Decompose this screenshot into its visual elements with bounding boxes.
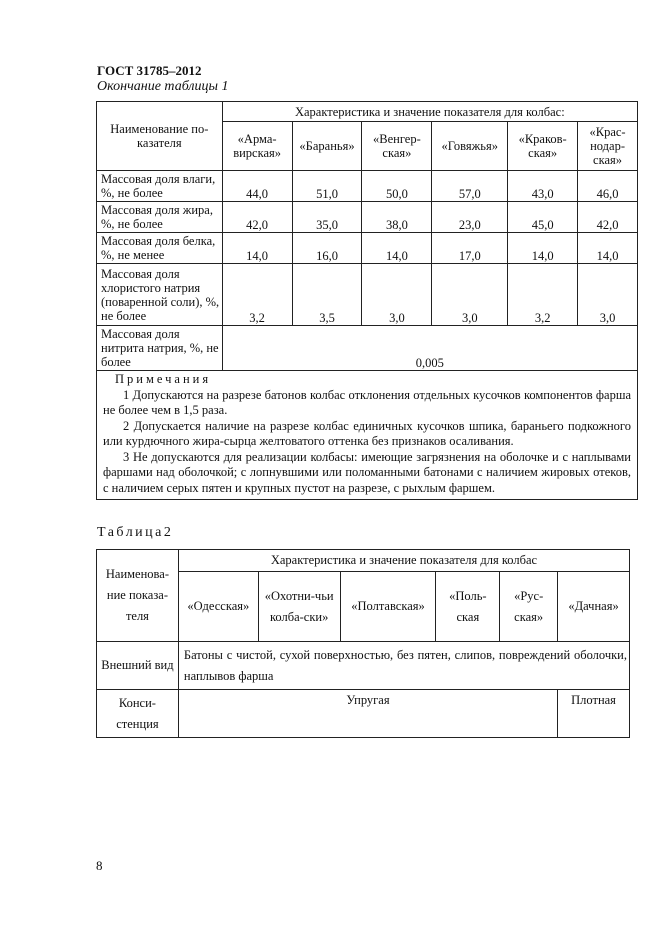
t1-cell: 44,0 xyxy=(222,171,292,202)
note-item: 2 Допускается наличие на разрезе колбас единичных кусочков шпика, бараньего подкожного или курдючного жира-сырца желтоватого оттенка без признаков осаливания. xyxy=(103,418,631,448)
t2-row-label: Конси-стенция xyxy=(97,690,179,738)
t1-cell: 51,0 xyxy=(292,171,362,202)
table-row xyxy=(97,326,638,371)
t1-product-header: «Крас-нодар-ская» xyxy=(578,122,638,171)
t2-product-header: «Полтавская» xyxy=(340,572,436,642)
t2-name-header: Наименова-ние показа-теля xyxy=(97,550,179,642)
table-row xyxy=(97,202,638,233)
table-row xyxy=(97,264,638,326)
table-row xyxy=(97,233,638,264)
t1-group-header: Характеристика и значение показателя для колбас: xyxy=(222,102,637,122)
t1-cell: 23,0 xyxy=(432,202,508,233)
t1-cell: 3,0 xyxy=(578,264,638,326)
t1-product-header: «Краков-ская» xyxy=(508,122,578,171)
note-item: 1 Допускаются на разрезе батонов колбас отклонения отдельных кусочков компонентов фарша не более чем в 1,5 раза. xyxy=(103,387,631,417)
t1-notes xyxy=(97,371,638,500)
t1-cell: 14,0 xyxy=(362,233,432,264)
table-2-title: Таблица2 xyxy=(97,525,174,540)
t1-cell: 50,0 xyxy=(362,171,432,202)
t1-product-header: «Баранья» xyxy=(292,122,362,171)
t1-cell: 17,0 xyxy=(432,233,508,264)
table-row xyxy=(97,171,638,202)
t1-row-label: Массовая доля влаги, %, не более xyxy=(97,171,223,202)
t1-cell: 3,0 xyxy=(432,264,508,326)
table-row xyxy=(97,642,630,690)
t2-group-header: Характеристика и значение показателя для колбас xyxy=(178,550,629,572)
t1-cell: 3,2 xyxy=(222,264,292,326)
t1-cell: 3,0 xyxy=(362,264,432,326)
t2-product-header: «Поль-ская xyxy=(436,572,500,642)
t1-product-header: «Говяжья» xyxy=(432,122,508,171)
table-1 xyxy=(96,101,638,500)
t2-product-header: «Рус-ская» xyxy=(500,572,558,642)
t1-cell: 14,0 xyxy=(578,233,638,264)
t1-cell: 42,0 xyxy=(222,202,292,233)
t1-cell: 16,0 xyxy=(292,233,362,264)
t1-row-label: Массовая доля хлористого натрия (поваренной соли), %, не более xyxy=(97,264,223,326)
t1-cell: 38,0 xyxy=(362,202,432,233)
t2-cell: Упругая xyxy=(178,690,557,738)
notes-title: Примечания xyxy=(115,372,212,386)
t1-cell: 35,0 xyxy=(292,202,362,233)
t1-name-header: Наименование по-казателя xyxy=(97,102,223,171)
t1-cell: 14,0 xyxy=(222,233,292,264)
note-item: 3 Не допускаются для реализации колбасы: имеющие загрязнения на оболочке и с наплывами фаршами над оболочкой; с лопнувшими или поломанными батонами с наличием жировых отеков, с наличием серых пятен и крупных пустот на разрезе, с рыхлым фаршем. xyxy=(103,449,631,495)
t1-cell: 0,005 xyxy=(222,326,637,371)
t2-cell: Плотная xyxy=(558,690,630,738)
t1-row-label: Массовая доля жира, %, не более xyxy=(97,202,223,233)
page-number: 8 xyxy=(96,858,103,873)
table-2 xyxy=(96,549,630,738)
t2-product-header: «Одесская» xyxy=(178,572,258,642)
table-continuation-caption: Окончание таблицы 1 xyxy=(97,79,229,94)
t1-cell: 3,2 xyxy=(508,264,578,326)
t1-row-label: Массовая доля нитрита натрия, %, не более xyxy=(97,326,223,371)
t1-product-header: «Венгер-ская» xyxy=(362,122,432,171)
t2-product-header: «Дачная» xyxy=(558,572,630,642)
t1-cell: 43,0 xyxy=(508,171,578,202)
t2-row-label: Внешний вид xyxy=(97,642,179,690)
t1-cell: 46,0 xyxy=(578,171,638,202)
t2-cell: Батоны с чистой, сухой поверхностью, без пятен, слипов, повреждений оболочки, наплывов фарша xyxy=(178,642,629,690)
t1-cell: 45,0 xyxy=(508,202,578,233)
table-row xyxy=(97,690,630,738)
t1-cell: 14,0 xyxy=(508,233,578,264)
t1-cell: 57,0 xyxy=(432,171,508,202)
t1-row-label: Массовая доля белка, %, не менее xyxy=(97,233,223,264)
t1-cell: 42,0 xyxy=(578,202,638,233)
t1-cell: 3,5 xyxy=(292,264,362,326)
t2-product-header: «Охотни-чьи колба-ски» xyxy=(258,572,340,642)
standard-code: ГОСТ 31785–2012 xyxy=(97,63,202,78)
t1-product-header: «Арма-вирская» xyxy=(222,122,292,171)
